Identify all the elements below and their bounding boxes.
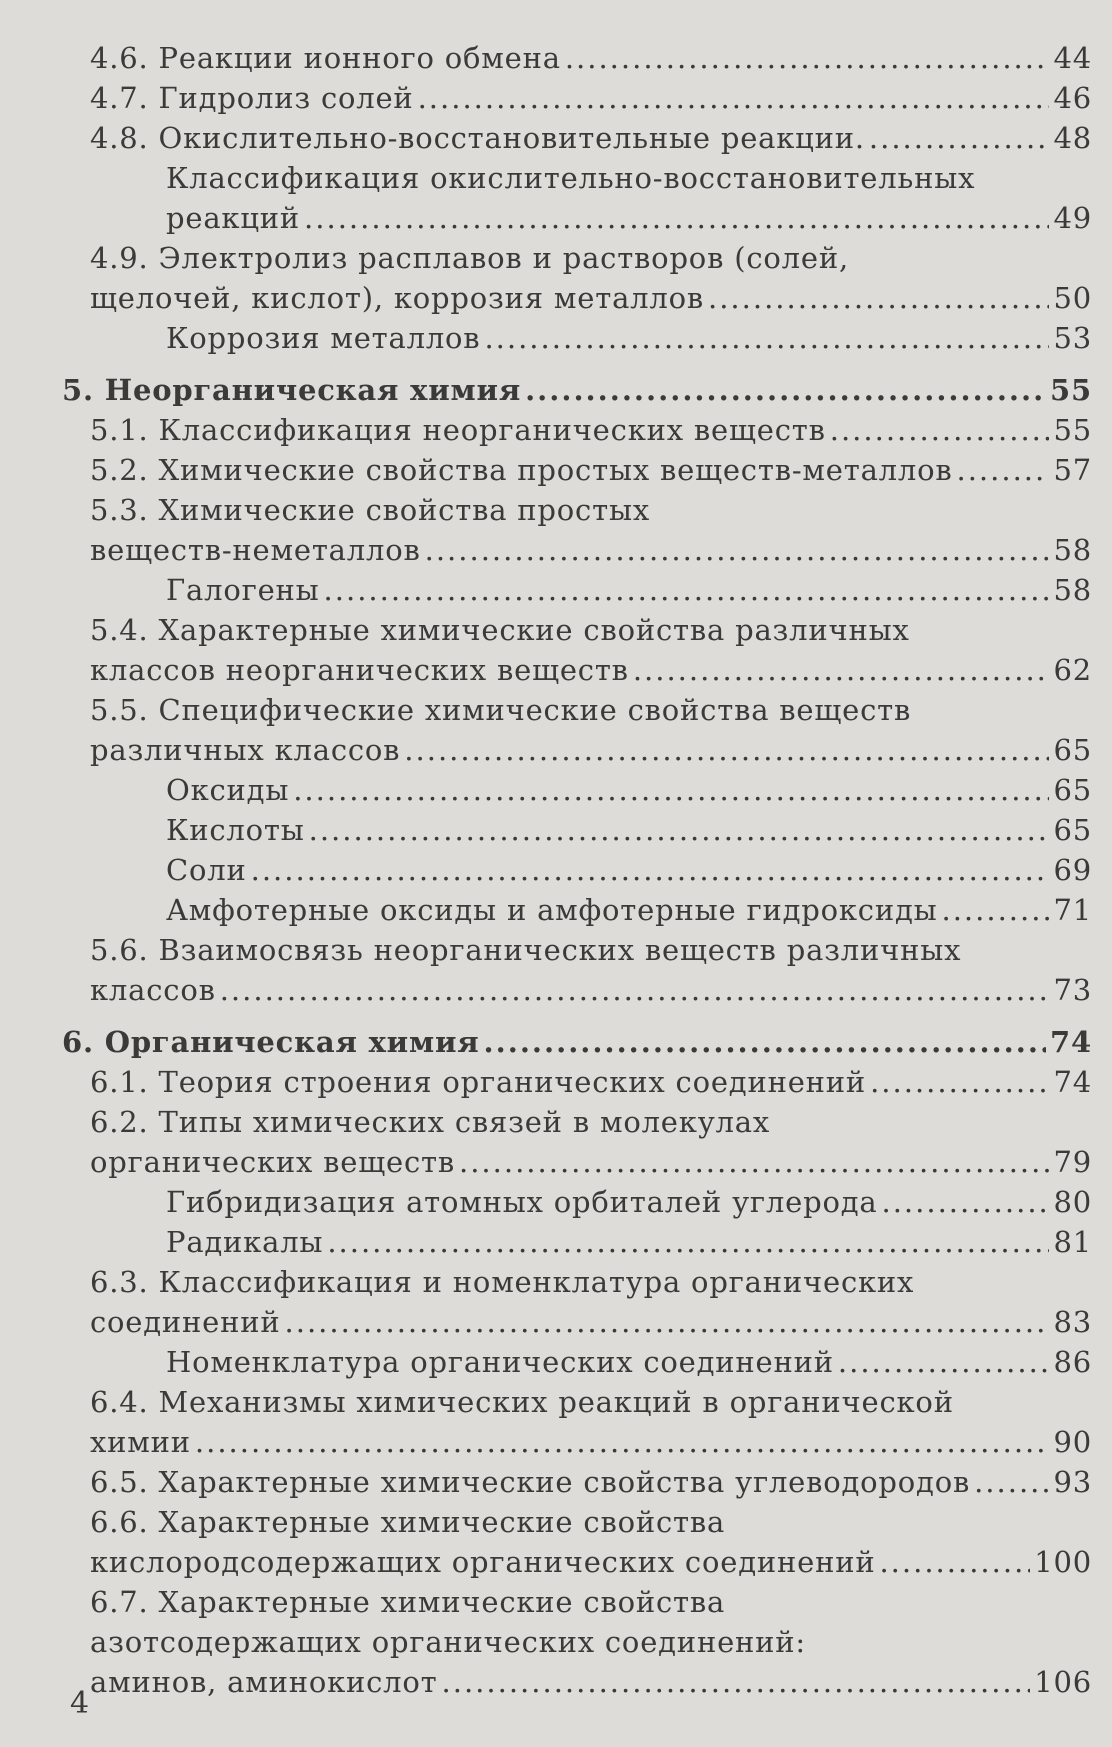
toc-entry-title: классов неорганических веществ: [90, 653, 629, 687]
toc-entry-page: 55: [1050, 373, 1092, 407]
toc-entry[interactable]: [62, 38, 1092, 78]
dot-leader: [304, 198, 1049, 238]
toc-entry-title: 6.2. Типы химических связей в молекулах: [90, 1105, 771, 1139]
toc-entry-title: 4.9. Электролиз расплавов и растворов (солей,: [90, 241, 849, 275]
toc-entry[interactable]: [62, 890, 1092, 930]
dot-leader: [957, 450, 1050, 490]
dot-leader: [708, 278, 1049, 318]
toc-entry-page: 86: [1053, 1345, 1092, 1379]
toc-entry-title: 5.2. Химические свойства простых веществ-металлов: [90, 453, 953, 487]
toc-entry[interactable]: [62, 1102, 1092, 1182]
toc-entry-title: Коррозия металлов: [166, 321, 481, 355]
dot-leader: [484, 318, 1049, 358]
toc-entry-title: Классификация окислительно-восстановительных: [166, 161, 976, 195]
toc-entry-page: 106: [1034, 1665, 1092, 1699]
toc-entry-page: 90: [1053, 1425, 1092, 1459]
dot-leader: [830, 410, 1050, 450]
toc-entry[interactable]: [62, 930, 1092, 1010]
toc-entry-page: 65: [1053, 773, 1092, 807]
toc-entry-title: 6. Органическая химия: [62, 1025, 480, 1059]
toc-entry[interactable]: [62, 158, 1092, 238]
toc-entry-page: 74: [1050, 1025, 1092, 1059]
toc-entry[interactable]: [62, 1182, 1092, 1222]
toc-entry-title: классов: [90, 973, 216, 1007]
toc-entry[interactable]: [62, 410, 1092, 450]
dot-leader: [525, 370, 1046, 410]
toc-entry-page: 73: [1053, 973, 1092, 1007]
toc-entry-page: 83: [1053, 1305, 1092, 1339]
toc-entry-title: Гибридизация атомных орбиталей углерода: [166, 1185, 878, 1219]
toc-entry-page: 100: [1034, 1545, 1092, 1579]
toc-entry-title: 4.8. Окислительно-восстановительные реакции.: [90, 121, 865, 155]
toc-entry-title: 5.5. Специфические химические свойства веществ: [90, 693, 912, 727]
toc-entry-title: 6.5. Характерные химические свойства углеводородов: [90, 1465, 971, 1499]
toc-entry-title: 6.3. Классификация и номенклатура органических: [90, 1265, 915, 1299]
toc-entry-page: 79: [1053, 1145, 1092, 1179]
toc-entry[interactable]: [62, 770, 1092, 810]
toc-entry[interactable]: [62, 1262, 1092, 1342]
toc-entry-page: 48: [1053, 121, 1092, 155]
toc-entry-title: Галогены: [166, 573, 320, 607]
dot-leader: [869, 118, 1050, 158]
dot-leader: [293, 770, 1049, 810]
toc-entry[interactable]: [62, 850, 1092, 890]
dot-leader: [220, 970, 1050, 1010]
toc-entry-page: 57: [1053, 453, 1092, 487]
toc-entry-page: 74: [1053, 1065, 1092, 1099]
toc-entry[interactable]: [62, 570, 1092, 610]
dot-leader: [251, 850, 1050, 890]
toc-entry[interactable]: [62, 810, 1092, 850]
toc-entry-title: 6.7. Характерные химические свойства: [90, 1585, 726, 1619]
dot-leader: [942, 890, 1050, 930]
dot-leader: [404, 730, 1049, 770]
toc-entry-title: 5.4. Характерные химические свойства различных: [90, 613, 910, 647]
toc-entry-title: кислородсодержащих органических соединений: [90, 1545, 876, 1579]
toc-entry[interactable]: [62, 1222, 1092, 1262]
toc-entry-title: 5.3. Химические свойства простых: [90, 493, 650, 527]
table-of-contents: [62, 38, 1092, 1702]
toc-entry-title: азотсодержащих органических соединений:: [90, 1625, 806, 1659]
toc-entry-title: 6.4. Механизмы химических реакций в органической: [90, 1385, 954, 1419]
toc-entry-title: Кислоты: [166, 813, 305, 847]
toc-entry[interactable]: [62, 238, 1092, 318]
toc-entry[interactable]: [62, 1022, 1092, 1062]
toc-entry-page: 81: [1053, 1225, 1092, 1259]
toc-entry-page: 62: [1053, 653, 1092, 687]
toc-entry-title: 4.6. Реакции ионного обмена: [90, 41, 561, 75]
toc-entry-page: 93: [1053, 1465, 1092, 1499]
toc-entry-title: реакций: [166, 201, 301, 235]
dot-leader: [974, 1462, 1049, 1502]
toc-entry-title: Оксиды: [166, 773, 290, 807]
dot-leader: [418, 78, 1050, 118]
toc-entry-title: 6.1. Теория строения органических соединений: [90, 1065, 867, 1099]
dot-leader: [442, 1662, 1031, 1702]
toc-entry-page: 71: [1053, 893, 1092, 927]
toc-entry[interactable]: [62, 1342, 1092, 1382]
toc-entry-page: 58: [1053, 533, 1092, 567]
toc-entry-title: различных классов: [90, 733, 401, 767]
toc-entry-title: 5.1. Классификация неорганических веществ: [90, 413, 826, 447]
dot-leader: [633, 650, 1050, 690]
dot-leader: [565, 38, 1050, 78]
toc-entry-title: 5. Неорганическая химия: [62, 373, 522, 407]
toc-entry-title: 5.6. Взаимосвязь неорганических веществ различных: [90, 933, 962, 967]
toc-entry-title: Радикалы: [166, 1225, 324, 1259]
toc-entry[interactable]: [62, 1062, 1092, 1102]
dot-leader: [881, 1182, 1049, 1222]
toc-entry-page: 55: [1053, 413, 1092, 447]
dot-leader: [459, 1142, 1049, 1182]
dot-leader: [879, 1542, 1030, 1582]
toc-entry[interactable]: [62, 490, 1092, 570]
dot-leader: [324, 570, 1050, 610]
toc-entry-title: аминов, аминокислот: [90, 1665, 438, 1699]
page-number: 4: [70, 1686, 90, 1721]
toc-entry-page: 49: [1053, 201, 1092, 235]
toc-entry-page: 65: [1053, 813, 1092, 847]
dot-leader: [309, 810, 1050, 850]
toc-entry-title: соединений: [90, 1305, 281, 1339]
toc-entry-title: 6.6. Характерные химические свойства: [90, 1505, 726, 1539]
toc-entry[interactable]: [62, 118, 1092, 158]
toc-entry-page: 58: [1053, 573, 1092, 607]
toc-entry-page: 44: [1053, 41, 1092, 75]
toc-entry[interactable]: [62, 370, 1092, 410]
dot-leader: [838, 1342, 1050, 1382]
dot-leader: [285, 1302, 1050, 1342]
dot-leader: [327, 1222, 1049, 1262]
toc-entry[interactable]: [62, 1502, 1092, 1582]
toc-entry-page: 46: [1053, 81, 1092, 115]
toc-entry-page: 53: [1053, 321, 1092, 355]
toc-entry-page: 69: [1053, 853, 1092, 887]
dot-leader: [425, 530, 1050, 570]
toc-entry-title: химии: [90, 1425, 191, 1459]
toc-entry-page: 80: [1053, 1185, 1092, 1219]
toc-entry-title: щелочей, кислот), коррозия металлов: [90, 281, 704, 315]
dot-leader: [484, 1022, 1047, 1062]
dot-leader: [195, 1422, 1050, 1462]
toc-entry-title: Соли: [166, 853, 247, 887]
toc-entry[interactable]: [62, 1382, 1092, 1462]
toc-entry[interactable]: [62, 318, 1092, 358]
toc-entry[interactable]: [62, 610, 1092, 690]
toc-entry-page: 50: [1053, 281, 1092, 315]
toc-entry[interactable]: [62, 78, 1092, 118]
dot-leader: [870, 1062, 1049, 1102]
toc-entry[interactable]: [62, 1582, 1092, 1702]
toc-entry-title: Амфотерные оксиды и амфотерные гидроксиды: [166, 893, 938, 927]
toc-entry-title: веществ-неметаллов: [90, 533, 421, 567]
toc-entry[interactable]: [62, 1462, 1092, 1502]
toc-entry[interactable]: [62, 690, 1092, 770]
toc-entry-title: Номенклатура органических соединений: [166, 1345, 834, 1379]
toc-entry-title: органических веществ: [90, 1145, 455, 1179]
toc-entry-title: 4.7. Гидролиз солей: [90, 81, 414, 115]
toc-entry[interactable]: [62, 450, 1092, 490]
toc-entry-page: 65: [1053, 733, 1092, 767]
